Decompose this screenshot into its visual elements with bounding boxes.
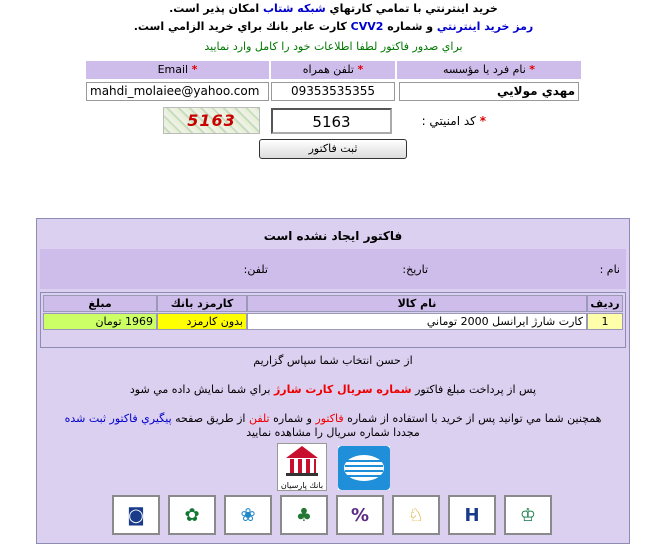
bank-logo-8[interactable] bbox=[504, 495, 552, 535]
sepah-icon: ✿ bbox=[184, 504, 200, 526]
parsian-bank-logo[interactable] bbox=[277, 443, 327, 491]
invoice-date-label: تاريخ: bbox=[402, 263, 428, 276]
message-text: براي شما نمايش داده مي شود bbox=[129, 383, 274, 396]
required-star: * bbox=[191, 63, 198, 76]
form-instructions: براي صدور فاكتور لطفا اطلاعات خود را كامل وارد نماييد bbox=[204, 40, 463, 53]
bank-logo-5[interactable] bbox=[336, 495, 384, 535]
bank-logo-2[interactable] bbox=[168, 495, 216, 535]
required-star: * bbox=[479, 114, 486, 128]
security-code-label bbox=[396, 114, 486, 128]
row-amount: 1969 تومان bbox=[43, 313, 157, 330]
payment-message bbox=[36, 383, 630, 396]
invoice-phone-label: تلفن: bbox=[243, 263, 268, 276]
invoice-items-table bbox=[40, 292, 626, 348]
message-text: همچنين شما مي توانيد پس از خريد با استفاده از شماره bbox=[343, 412, 602, 425]
mellat-icon: ◙ bbox=[127, 504, 145, 526]
bank-logo-6[interactable] bbox=[392, 495, 440, 535]
invoice-name-label: نام : bbox=[599, 263, 620, 276]
intro-text: خريد اينترنتي با تمامي كارتهاي bbox=[325, 2, 498, 15]
bank-logo-4[interactable] bbox=[280, 495, 328, 535]
name-header-label: نام فرد يا مؤسسه bbox=[442, 63, 526, 76]
phone-header-label: تلفن همراه bbox=[302, 63, 354, 76]
cvv2-text: CVV2 bbox=[350, 20, 384, 33]
column-header-item: نام كالا bbox=[247, 295, 587, 312]
keshavarzi-icon: H bbox=[464, 504, 480, 526]
email-header bbox=[86, 61, 269, 79]
shetab-icon bbox=[338, 446, 390, 490]
required-star: * bbox=[357, 63, 364, 76]
track-invoice-link[interactable]: پيگيري فاكتور ثبت شده bbox=[64, 412, 172, 425]
column-header-amount: مبلغ bbox=[43, 295, 157, 312]
row-item: كارت شارژ ايرانسل 2000 توماني bbox=[247, 313, 587, 330]
shetab-network-text: شبكه شتاب bbox=[262, 2, 326, 15]
tracking-message-line-2: مجددا شماره سريال را مشاهده نماييد bbox=[246, 426, 420, 439]
parsian-icon bbox=[278, 444, 326, 478]
intro-text: امكان پذير است. bbox=[169, 2, 263, 15]
column-header-index: رديف bbox=[587, 295, 623, 312]
row-index: 1 bbox=[587, 313, 623, 330]
intro-text: كارت عابر بانك براي خريد الزامي است. bbox=[133, 20, 351, 33]
message-text: و شماره bbox=[269, 412, 316, 425]
saderat-icon: % bbox=[350, 504, 370, 526]
serial-number-text: شماره سريال كارت شارژ bbox=[273, 383, 412, 396]
thanks-message: از حسن انتخاب شما سپاس گزاريم bbox=[253, 354, 413, 367]
internet-password-text: رمز خريد اينترنتي bbox=[436, 20, 534, 33]
invoice-word: فاكتور bbox=[315, 412, 344, 425]
required-star: * bbox=[529, 63, 536, 76]
security-code-label-text: كد امنيتي : bbox=[421, 114, 476, 128]
intro-line-2 bbox=[0, 20, 667, 33]
email-input[interactable]: mahdi_molaiee@yahoo.com bbox=[86, 82, 269, 101]
intro-line-1 bbox=[0, 2, 667, 15]
parsian-caption: بانك پارسيان bbox=[280, 481, 324, 490]
name-header bbox=[397, 61, 581, 79]
message-text: از طريق صفحه bbox=[171, 412, 249, 425]
intro-text: و شماره bbox=[383, 20, 437, 33]
bank-logo-1[interactable] bbox=[112, 495, 160, 535]
email-header-label: Email bbox=[157, 63, 189, 76]
shetab-logo[interactable] bbox=[338, 446, 390, 490]
row-fee: بدون كارمزد bbox=[157, 313, 247, 330]
tracking-message bbox=[36, 412, 630, 425]
eghtesad-novin-icon: ♘ bbox=[407, 504, 425, 526]
pasargad-icon: ❀ bbox=[240, 504, 256, 526]
security-code-input[interactable]: 5163 bbox=[271, 108, 392, 134]
bank-logo-3[interactable] bbox=[224, 495, 272, 535]
tejarat-icon: ♣ bbox=[295, 504, 313, 526]
invoice-info bbox=[40, 249, 626, 289]
column-header-fee: كارمزد بانك bbox=[157, 295, 247, 312]
name-input[interactable]: مهدي مولايي bbox=[399, 82, 579, 101]
phone-input[interactable]: 09353535355 bbox=[271, 82, 395, 101]
invoice-title: فاكتور ايجاد نشده است bbox=[263, 229, 403, 243]
markazi-icon: ♔ bbox=[519, 504, 537, 526]
bank-logo-7[interactable] bbox=[448, 495, 496, 535]
phone-word: تلفن bbox=[248, 412, 270, 425]
message-text: پس از پرداخت مبلغ فاكتور bbox=[411, 383, 537, 396]
submit-invoice-button[interactable]: ثبت فاكتور bbox=[259, 139, 407, 159]
captcha-image: 5163 bbox=[163, 107, 260, 134]
phone-header bbox=[271, 61, 395, 79]
